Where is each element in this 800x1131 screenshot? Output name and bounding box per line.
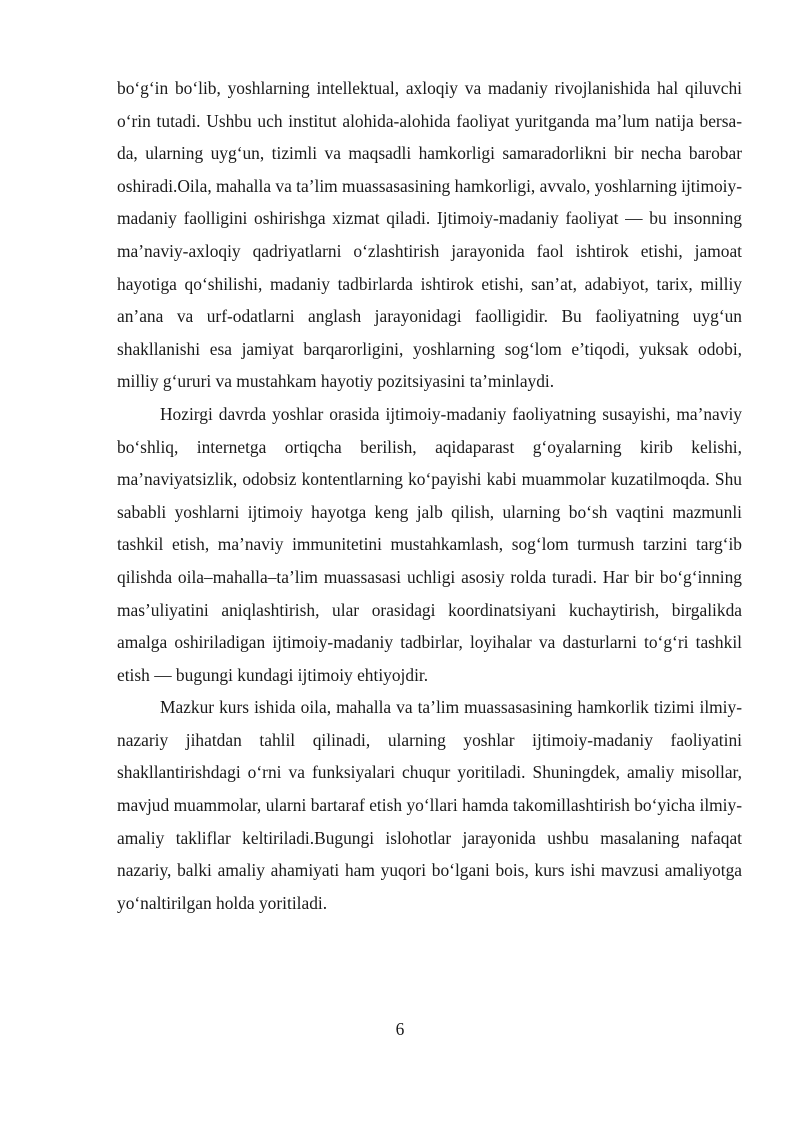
paragraph-continuation: bo‘g‘in bo‘lib, yoshlarning intellektual, axloqiy va madaniy rivojlanishida hal qiluvchi o‘rin tutadi. Ushbu uch institut alohida-alohida faoliyat yuritganda ma’lum natija bersa-da, ularning uyg‘un, tizimli va maqsadli hamkorligi samaradorlikni bir necha barobar oshiradi.Oila, mahalla va ta’lim muassasasining hamkorligi, avvalo, yoshlarning ijtimoiy-madaniy faolligini oshirishga xizmat qiladi. Ijtimoiy-madaniy faoliyat — bu insonning ma’naviy-axloqiy qadriyatlarni o‘zlashtirish jarayonida faol ishtirok etishi, jamoat hayotiga qo‘shilishi, madaniy tadbirlarda ishtirok etishi, san’at, adabiyot, tarix, milliy an’ana va urf-odatlarni anglash jarayonidagi faolligidir. Bu faoliyatning uyg‘un shakllanishi esa jamiyat barqarorligini, yoshlarning sog‘lom e’tiqodi, yuksak odobi, milliy g‘ururi va mustahkam hayotiy pozitsiyasini ta’minlaydi. bbox=[117, 78, 742, 392]
paragraph-current-problems: Hozirgi davrda yoshlar orasida ijtimoiy-madaniy faoliyatning susayishi, ma’naviy bo‘shliq, internetga ortiqcha berilish, aqidaparast g‘oyalarning kirib kelishi, ma’naviyatsizlik, odobsiz kontentlarning ko‘payishi kabi muammolar kuzatilmoqda. Shu sababli yoshlarni ijtimoiy hayotga keng jalb qilish, ularning bo‘sh vaqtini mazmunli tashkil etish, ma’naviy immunitetini mustahkamlash, sog‘lom turmush tarzini targ‘ib qilishda oila–mahalla–ta’lim muassasasi uchligi asosiy rolda turadi. Har bir bo‘g‘inning mas’uliyatini aniqlashtirish, ular orasidagi koordinatsiyani kuchaytirish, birgalikda amalga oshiriladigan ijtimoiy-madaniy tadbirlar, loyihalar va dasturlarni to‘g‘ri tashkil etish — bugungi kundagi ijtimoiy ehtiyojdir. bbox=[117, 403, 742, 685]
paragraph-course-work-scope: Mazkur kurs ishida oila, mahalla va ta’lim muassasasining hamkorlik tizimi ilmiy-nazariy jihatdan tahlil qilinadi, ularning yoshlar ijtimoiy-madaniy faoliyatini shakllantirishdagi o‘rni va funksiyalari chuqur yoritiladi. Shuningdek, amaliy misollar, mavjud muammolar, ularni bartaraf etish yo‘llari hamda takomillashtirish bo‘yicha ilmiy-amaliy takliflar keltiriladi.Bugungi islohotlar jarayonida ushbu masalaning nafaqat nazariy, balki amaliy ahamiyati ham yuqori bo‘lgani bois, kurs ishi mavzusi amaliyotga yo‘naltirilgan holda yoritiladi. bbox=[117, 697, 742, 913]
page-number: 6 bbox=[395, 1019, 405, 1039]
page-body bbox=[117, 72, 742, 919]
